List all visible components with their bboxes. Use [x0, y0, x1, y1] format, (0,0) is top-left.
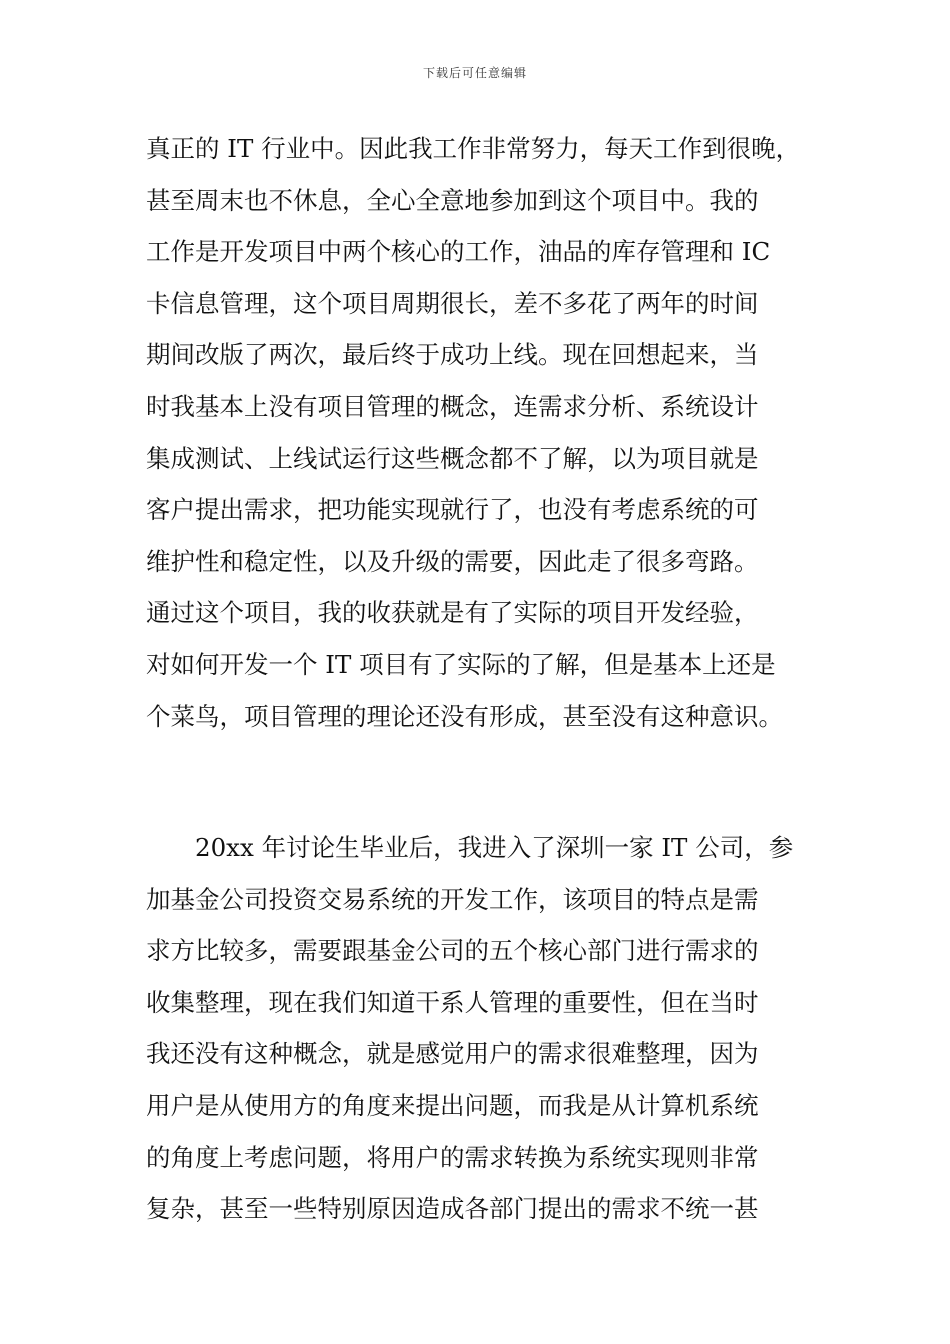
text-line: 期间改版了两次，最后终于成功上线。现在回想起来，当: [146, 340, 759, 370]
text-line: 通过这个项目，我的收获就是有了实际的项目开发经验，: [146, 598, 759, 628]
text-line: 复杂，甚至一些特别原因造成各部门提出的需求不统一甚: [146, 1194, 759, 1224]
text-line: 加基金公司投资交易系统的开发工作，该项目的特点是需: [146, 884, 759, 914]
text-line: 我还没有这种概念，就是感觉用户的需求很难整理，因为: [146, 1039, 759, 1069]
text-line: 收集整理，现在我们知道干系人管理的重要性，但在当时: [146, 987, 759, 1017]
text-line: 时我基本上没有项目管理的概念，连需求分析、系统设计: [146, 391, 759, 421]
paragraph-1: [146, 123, 811, 742]
text-line: 20xx 年讨论生毕业后，我进入了深圳一家 IT 公司，参: [195, 833, 794, 862]
text-line: 对如何开发一个 IT 项目有了实际的了解，但是基本上还是: [146, 649, 776, 679]
page-header: 下载后可任意编辑: [422, 66, 527, 80]
text-line: 用户是从使用方的角度来提出问题，而我是从计算机系统: [146, 1090, 759, 1120]
text-line: 甚至周末也不休息，全心全意地参加到这个项目中。我的: [146, 185, 759, 215]
text-line: 工作是开发项目中两个核心的工作，油品的库存管理和 IC: [146, 237, 771, 267]
text-line: 求方比较多，需要跟基金公司的五个核心部门进行需求的: [146, 936, 759, 966]
text-line: 维护性和稳定性，以及升级的需要，因此走了很多弯路。: [146, 546, 759, 576]
text-line: 真正的 IT 行业中。因此我工作非常努力，每天工作到很晚，: [146, 134, 801, 163]
text-line: 个菜鸟，项目管理的理论还没有形成，甚至没有这种意识。: [146, 701, 783, 731]
text-line: 客户提出需求，把功能实现就行了，也没有考虑系统的可: [146, 495, 759, 525]
text-line: 的角度上考虑问题，将用户的需求转换为系统实现则非常: [146, 1142, 759, 1172]
text-line: 卡信息管理，这个项目周期很长，差不多花了两年的时间: [146, 288, 759, 318]
paragraph-2: [146, 822, 811, 1235]
text-line: 集成测试、上线试运行这些概念都不了解，以为项目就是: [146, 443, 759, 473]
